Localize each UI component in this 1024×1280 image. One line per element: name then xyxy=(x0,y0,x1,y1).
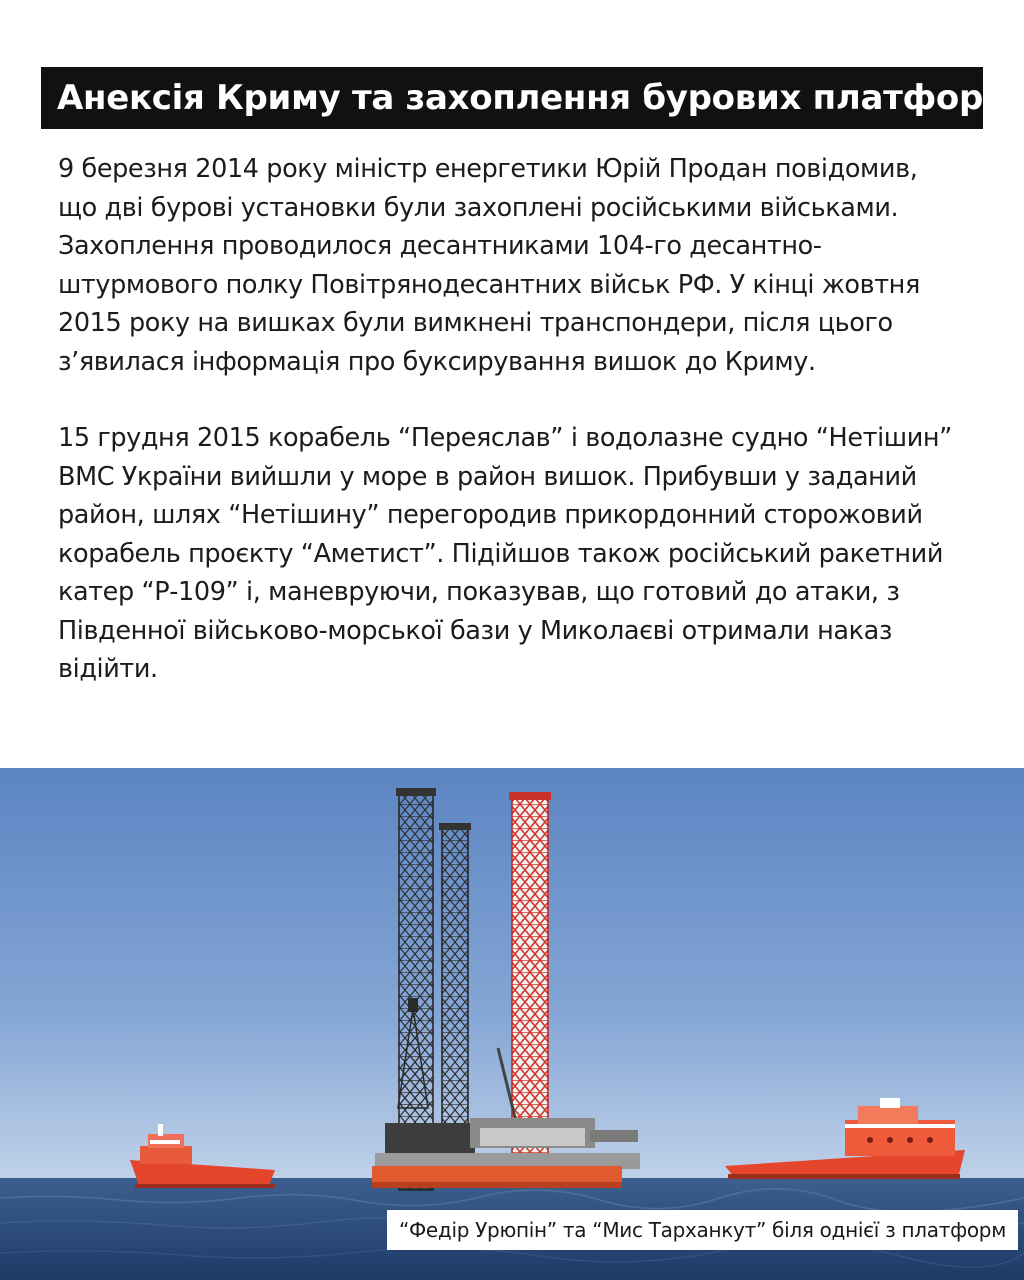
page-title: Анексія Криму та захоплення бурових платформ xyxy=(57,78,1011,118)
paragraph-2: 15 грудня 2015 корабель “Переяслав” і водолазне судно “Нетішин” ВМС України вийшли у море в район вишок. Прибувши у заданий район, шлях “Нетішину” перегородив прикордонний сторожовий корабель проєкту “Аметист”. Підійшов також російський ракетний катер “Р-109” і, маневруючи, показував, що готовий до атаки, з Південної військово-морської бази у Миколаєві отримали наказ відійти. xyxy=(58,423,952,684)
title-bar xyxy=(41,67,1011,129)
paragraph-1: 9 березня 2014 року міністр енергетики Юрій Продан повідомив, що дві бурові установки були захоплені російськими військами. Захоплення проводилося десантниками 104-го десантно- штурмового полку Повітрянодесантних військ РФ. У кінці жовтня 2015 року на вишках були вимкнені транспондери, після цього з’явилася інформація про буксирування вишок до Криму. xyxy=(58,154,920,377)
photo-illustration xyxy=(0,768,1024,1280)
photo-caption: “Федір Урюпін” та “Мис Тарханкут” біля однієї з платформ xyxy=(387,1210,1018,1250)
drilling-platform-photo xyxy=(0,768,1024,1280)
article-body xyxy=(58,150,988,689)
